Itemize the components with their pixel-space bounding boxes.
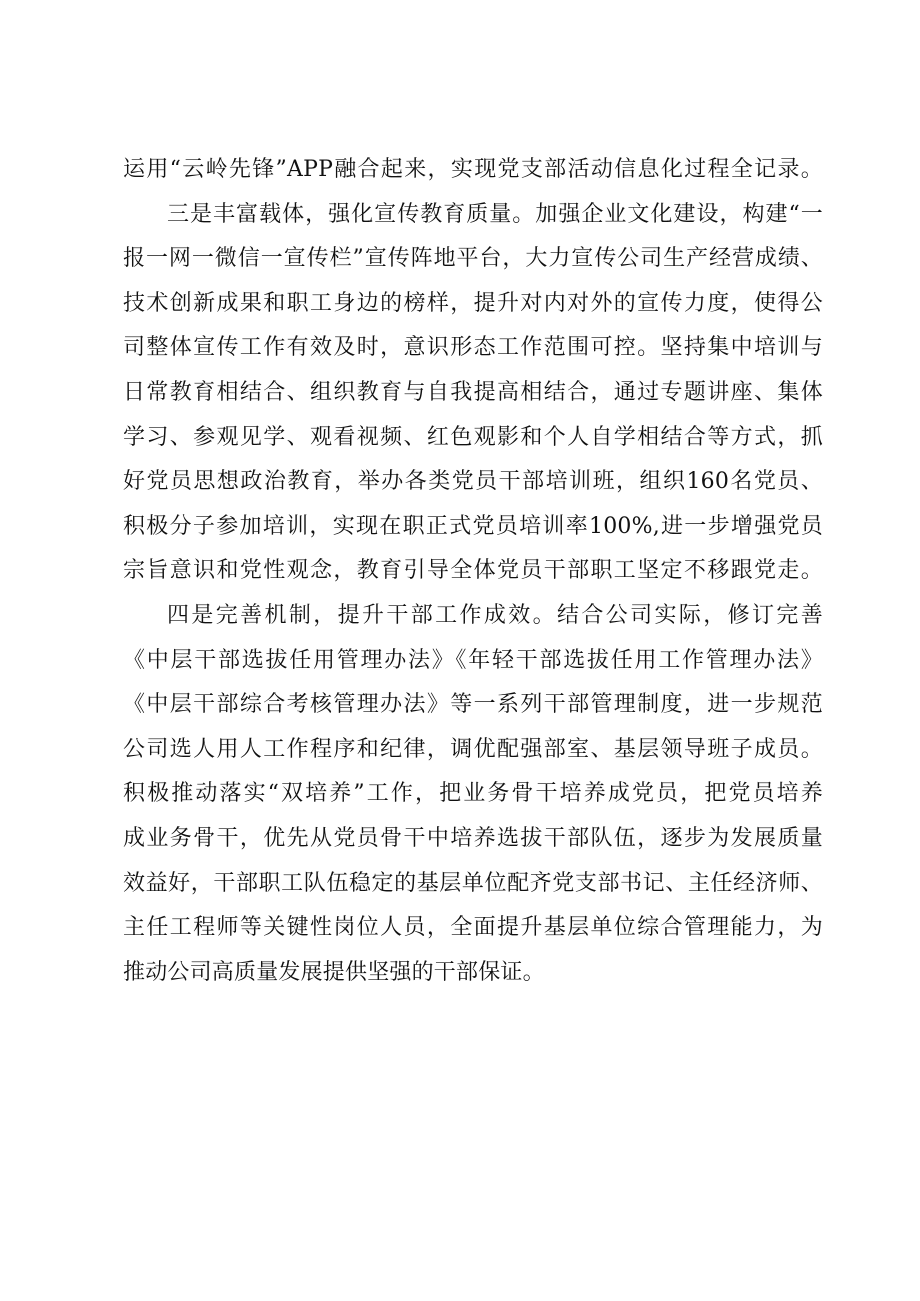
paragraph-4-start-line: 四是完善机制，提升干部工作成效。结合公司实际，修订完善 — [167, 602, 823, 628]
text-line-6: 日常教育相结合、组织教育与自我提高相结合，通过专题讲座、集体 — [123, 379, 823, 405]
text-line-13: 《中层干部综合考核管理办法》等一系列干部管理制度，进一步规范 — [123, 692, 823, 718]
text-line-15: 积极推动落实“双培养”工作，把业务骨干培养成党员，把党员培养 — [123, 781, 823, 807]
text-line-18: 主任工程师等关键性岗位人员，全面提升基层单位综合管理能力，为 — [123, 915, 823, 941]
text-line-14: 公司选人用人工作程序和纪律，调优配强部室、基层领导班子成员。 — [123, 736, 823, 762]
text-line-17: 效益好，干部职工队伍稳定的基层单位配齐党支部书记、主任经济师、 — [123, 870, 823, 896]
text-line-10: 宗旨意识和党性观念，教育引导全体党员干部职工坚定不移跟党走。 — [123, 558, 823, 584]
text-line-16: 成业务骨干，优先从党员骨干中培养选拔干部队伍，逐步为发展质量 — [123, 825, 823, 851]
body-text — [123, 148, 823, 995]
text-line-19: 推动公司高质量发展提供坚强的干部保证。 — [123, 959, 545, 985]
text-line-3: 报一网一微信一宣传栏”宣传阵地平台，大力宣传公司生产经营成绩、 — [123, 246, 823, 272]
text-line-7: 学习、参观见学、观看视频、红色观影和个人自学相结合等方式，抓 — [123, 424, 823, 450]
text-line-8: 好党员思想政治教育，举办各类党员干部培训班，组织160名党员、 — [123, 469, 823, 495]
paragraph-3-start-line: 三是丰富载体，强化宣传教育质量。加强企业文化建设，构建“一 — [167, 201, 823, 227]
text-line-9: 积极分子参加培训，实现在职正式党员培训率100%,进一步增强党员 — [123, 513, 823, 539]
text-line-1: 运用“云岭先锋”APP融合起来，实现党支部活动信息化过程全记录。 — [123, 157, 823, 182]
text-line-5: 司整体宣传工作有效及时，意识形态工作范围可控。坚持集中培训与 — [123, 335, 823, 361]
text-line-12: 《中层干部选拔任用管理办法》《年轻干部选拔任用工作管理办法》 — [123, 647, 823, 673]
text-line-4: 技术创新成果和职工身边的榜样，提升对内对外的宣传力度，使得公 — [123, 290, 823, 316]
